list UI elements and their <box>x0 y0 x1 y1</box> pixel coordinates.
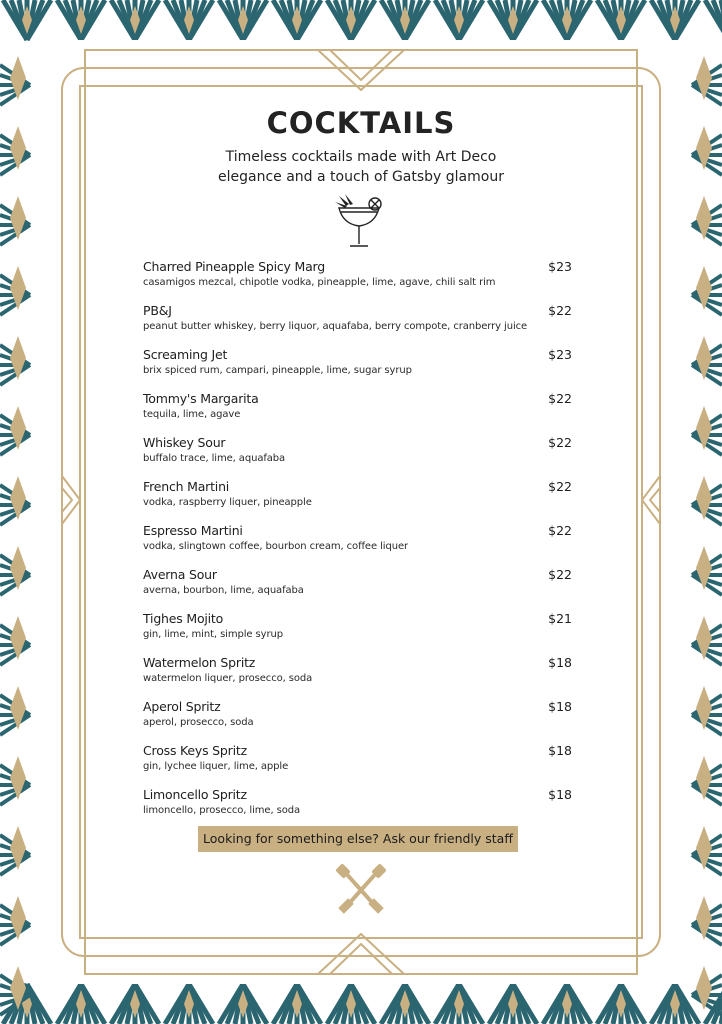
item-description: gin, lime, mint, simple syrup <box>143 629 283 640</box>
item-description: watermelon liquer, prosecco, soda <box>143 673 313 684</box>
item-description: casamigos mezcal, chipotle vodka, pineapple, lime, agave, chili salt rim <box>143 277 496 288</box>
item-name: Aperol Spritz <box>143 699 221 714</box>
item-description: brix spiced rum, campari, pineapple, lime, sugar syrup <box>143 365 412 376</box>
item-name: Watermelon Spritz <box>143 655 256 670</box>
item-price: $22 <box>548 523 572 538</box>
menu-subtitle <box>161 147 561 187</box>
item-name: Whiskey Sour <box>143 435 226 450</box>
subtitle-line-1: Timeless cocktails made with Art Deco <box>225 149 497 165</box>
menu-item <box>143 655 575 699</box>
menu-item <box>143 347 575 391</box>
item-price: $22 <box>548 479 572 494</box>
menu-item <box>143 523 575 567</box>
item-description: gin, lychee liquer, lime, apple <box>143 761 289 772</box>
item-name: Tighes Mojito <box>143 611 224 626</box>
item-description: tequila, lime, agave <box>143 409 241 420</box>
menu-item <box>143 611 575 655</box>
menu-item <box>143 699 575 743</box>
menu-item <box>143 391 575 435</box>
item-description: vodka, slingtown coffee, bourbon cream, coffee liquer <box>143 541 409 552</box>
item-price: $22 <box>548 303 572 318</box>
item-price: $22 <box>548 391 572 406</box>
item-name: PB&J <box>143 303 172 318</box>
item-description: vodka, raspberry liquer, pineapple <box>143 497 312 508</box>
subtitle-line-2: elegance and a touch of Gatsby glamour <box>218 169 504 185</box>
item-description: averna, bourbon, lime, aquafaba <box>143 585 304 596</box>
menu-item <box>143 303 575 347</box>
staff-help-banner: Looking for something else? Ask our friendly staff <box>198 826 518 852</box>
item-price: $23 <box>548 259 572 274</box>
menu-item <box>143 567 575 611</box>
item-name: Charred Pineapple Spicy Marg <box>143 259 325 274</box>
item-description: aperol, prosecco, soda <box>143 717 254 728</box>
item-name: Screaming Jet <box>143 347 228 362</box>
menu-item <box>143 259 575 303</box>
item-price: $18 <box>548 743 572 758</box>
item-name: Limoncello Spritz <box>143 787 247 802</box>
item-price: $18 <box>548 699 572 714</box>
menu-item <box>143 435 575 479</box>
item-price: $18 <box>548 787 572 802</box>
item-price: $23 <box>548 347 572 362</box>
item-name: Cross Keys Spritz <box>143 743 247 758</box>
item-price: $22 <box>548 435 572 450</box>
item-description: limoncello, prosecco, lime, soda <box>143 805 301 816</box>
item-name: Espresso Martini <box>143 523 243 538</box>
crossed-keys-icon <box>333 864 389 916</box>
menu-item <box>143 743 575 787</box>
menu-title: COCKTAILS <box>266 106 456 140</box>
item-name: French Martini <box>143 479 230 494</box>
cocktail-list <box>143 259 575 831</box>
item-description: buffalo trace, lime, aquafaba <box>143 453 286 464</box>
item-name: Tommy's Margarita <box>143 391 259 406</box>
item-description: peanut butter whiskey, berry liquor, aquafaba, berry compote, cranberry juice <box>143 321 528 332</box>
item-price: $21 <box>548 611 572 626</box>
menu-item <box>143 787 575 831</box>
item-price: $22 <box>548 567 572 582</box>
item-name: Averna Sour <box>143 567 217 582</box>
item-price: $18 <box>548 655 572 670</box>
cocktail-glass-icon <box>333 192 385 250</box>
menu-item <box>143 479 575 523</box>
